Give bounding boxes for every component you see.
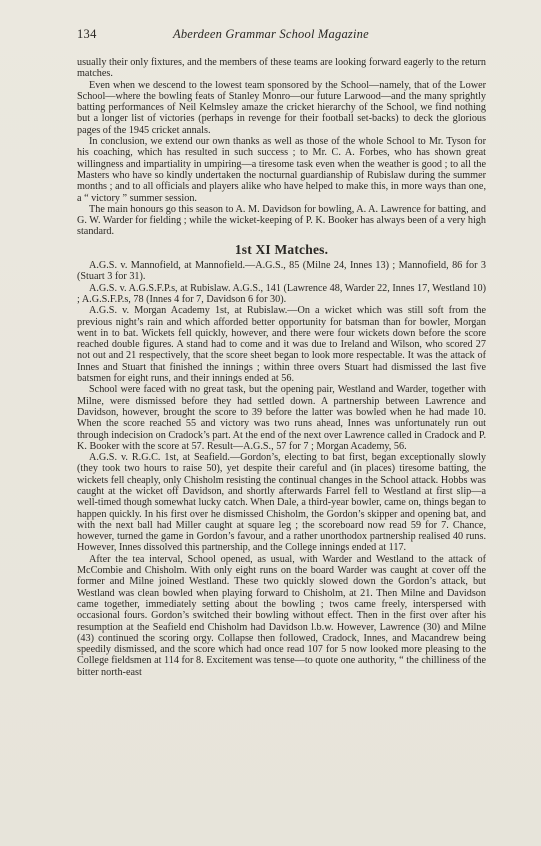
article-body — [77, 57, 486, 678]
paragraph: Even when we descend to the lowest team sponsored by the School—namely, that of the Lower School—where the bowling feats of Stanley Monro—our future Larwood—and the many sprightly batting performances of Neil Kelmsley amaze the cricket hierarchy of the School, we find nothing but a longer list of victories (perhaps in revenge for their football set-backs) to deck the glorious pages of the 1945 cricket annals. — [77, 79, 486, 136]
page-number: 134 — [77, 27, 97, 41]
match-report: A.G.S. v. Mannofield, at Mannofield.—A.G.S., 85 (Milne 24, Innes 13) ; Mannofield, 86 for 3 (Stuart 3 for 31). — [77, 260, 486, 283]
match-report: A.G.S. v. A.G.S.F.P.s, at Rubislaw. A.G.S., 141 (Lawrence 48, Warder 22, Innes 17, Westland 10) ; A.G.S.F.P.s, 78 (Innes 4 for 7, Davidson 6 for 30). — [77, 282, 486, 305]
journal-title: Aberdeen Grammar School Magazine — [173, 27, 369, 41]
match-report: After the tea interval, School opened, as usual, with Warder and Westland to the attack of McCombie and Chisholm. With only eight runs on the board Warder was caught at cover off the former and Milne joined Westland. These two quickly slowed down the Gordon’s attack, but Westland was clean bowled when playing forward to Chisholm, at 21. Then Milne and Davidson came together, immediately setting about the bowling ; twos came freely, interspersed with occasional fours. Gordon’s switched their bowling without effect. Then in the first over after his resumption at the Seafield end Chisholm had Davidson l.b.w. However, Lawrence (30) and Milne (43) continued the scoring orgy. Collapse then followed, Cradock, Innes, and Macandrew being speedily dismissed, and the score which had once read 107 for 5 now looked more pleasing to the College fieldsmen at 114 for 8. Excitement was tense—to quote one authority, “ the chilliness of the bitter north-east — [77, 553, 486, 678]
match-report: A.G.S. v. R.G.C. 1st, at Seafield.—Gordon’s, electing to bat first, began exceptionally slowly (they took two hours to raise 50), yet despite their careful and (in places) tiresome batting, the wickets fell cheaply, only Chisholm resisting the continual changes in the School attack. Hobbs was caught at the wicket off Davidson, and shortly afterwards Farrel fell to Westland at first slip—a well-timed though somewhat lucky catch. When Dale, a third-year bowler, came on, things began to happen quickly. In his first over he dismissed Chisholm, the Gordon’s skipper and opening bat, and with the next ball had Miller caught at square leg ; the scoreboard now read 59 for 7. Chance, however, turned the game in Gordon’s favour, and a rather unorthodox partnership realised 40 runs. However, Innes dissolved this partnership, and the College innings ended at 117. — [77, 452, 486, 554]
match-report: A.G.S. v. Morgan Academy 1st, at Rubislaw.—On a wicket which was still soft from the previous night’s rain and which afforded better opportunity for batsman than for bowler, Morgan went in to bat. Wickets fell quickly, however, and there were four wickets down before the score reached double figures. A stand had to come and it was due to Ireland and Wilson, who scored 27 not out and 21 respectively, that the score sheet began to look more respectable. It was the attack of Innes and Stuart that finished the innings ; within three overs Stuart had dismissed the last five batsmen for eight runs, and their innings ended at 56. — [77, 305, 486, 385]
paragraph: In conclusion, we extend our own thanks as well as those of the whole School to Mr. Tyson for his coaching, which has resulted in such success ; to Mr. C. A. Forbes, who has shown great willingness and impartiality in umpiring—a tiresome task even when the weather is good ; to all the Masters who have so kindly undertaken the nocturnal guardianship of Rubislaw during the summer months ; and to all officials and players alike who have helped to make this, in more ways than one, a “ victory ” summer session. — [77, 136, 486, 204]
section-heading: 1st XI Matches. — [234, 241, 329, 257]
paragraph: usually their only fixtures, and the members of these teams are looking forward eagerly to the return matches. — [77, 57, 486, 80]
match-report: School were faced with no great task, but the opening pair, Westland and Warder, together with Milne, were dismissed before they had settled down. A partnership between Lawrence and Davidson, however, brought the score to 39 before the latter was bowled when he had made 10. When the score reached 55 and victory was two runs ahead, Innes was unfortunately run out through indecision on Cradock’s part. At the end of the next over Lawrence called in Cradock and P. K. Booker with the score at 57. Result—A.G.S., 57 for 7 ; Morgan Academy, 56. — [77, 384, 486, 452]
running-head — [77, 27, 486, 55]
paragraph: The main honours go this season to A. M. Davidson for bowling, A. A. Lawrence for batting, and G. W. Warder for fielding ; while the wicket-keeping of P. K. Booker has always been of a very high standard. — [77, 203, 486, 238]
